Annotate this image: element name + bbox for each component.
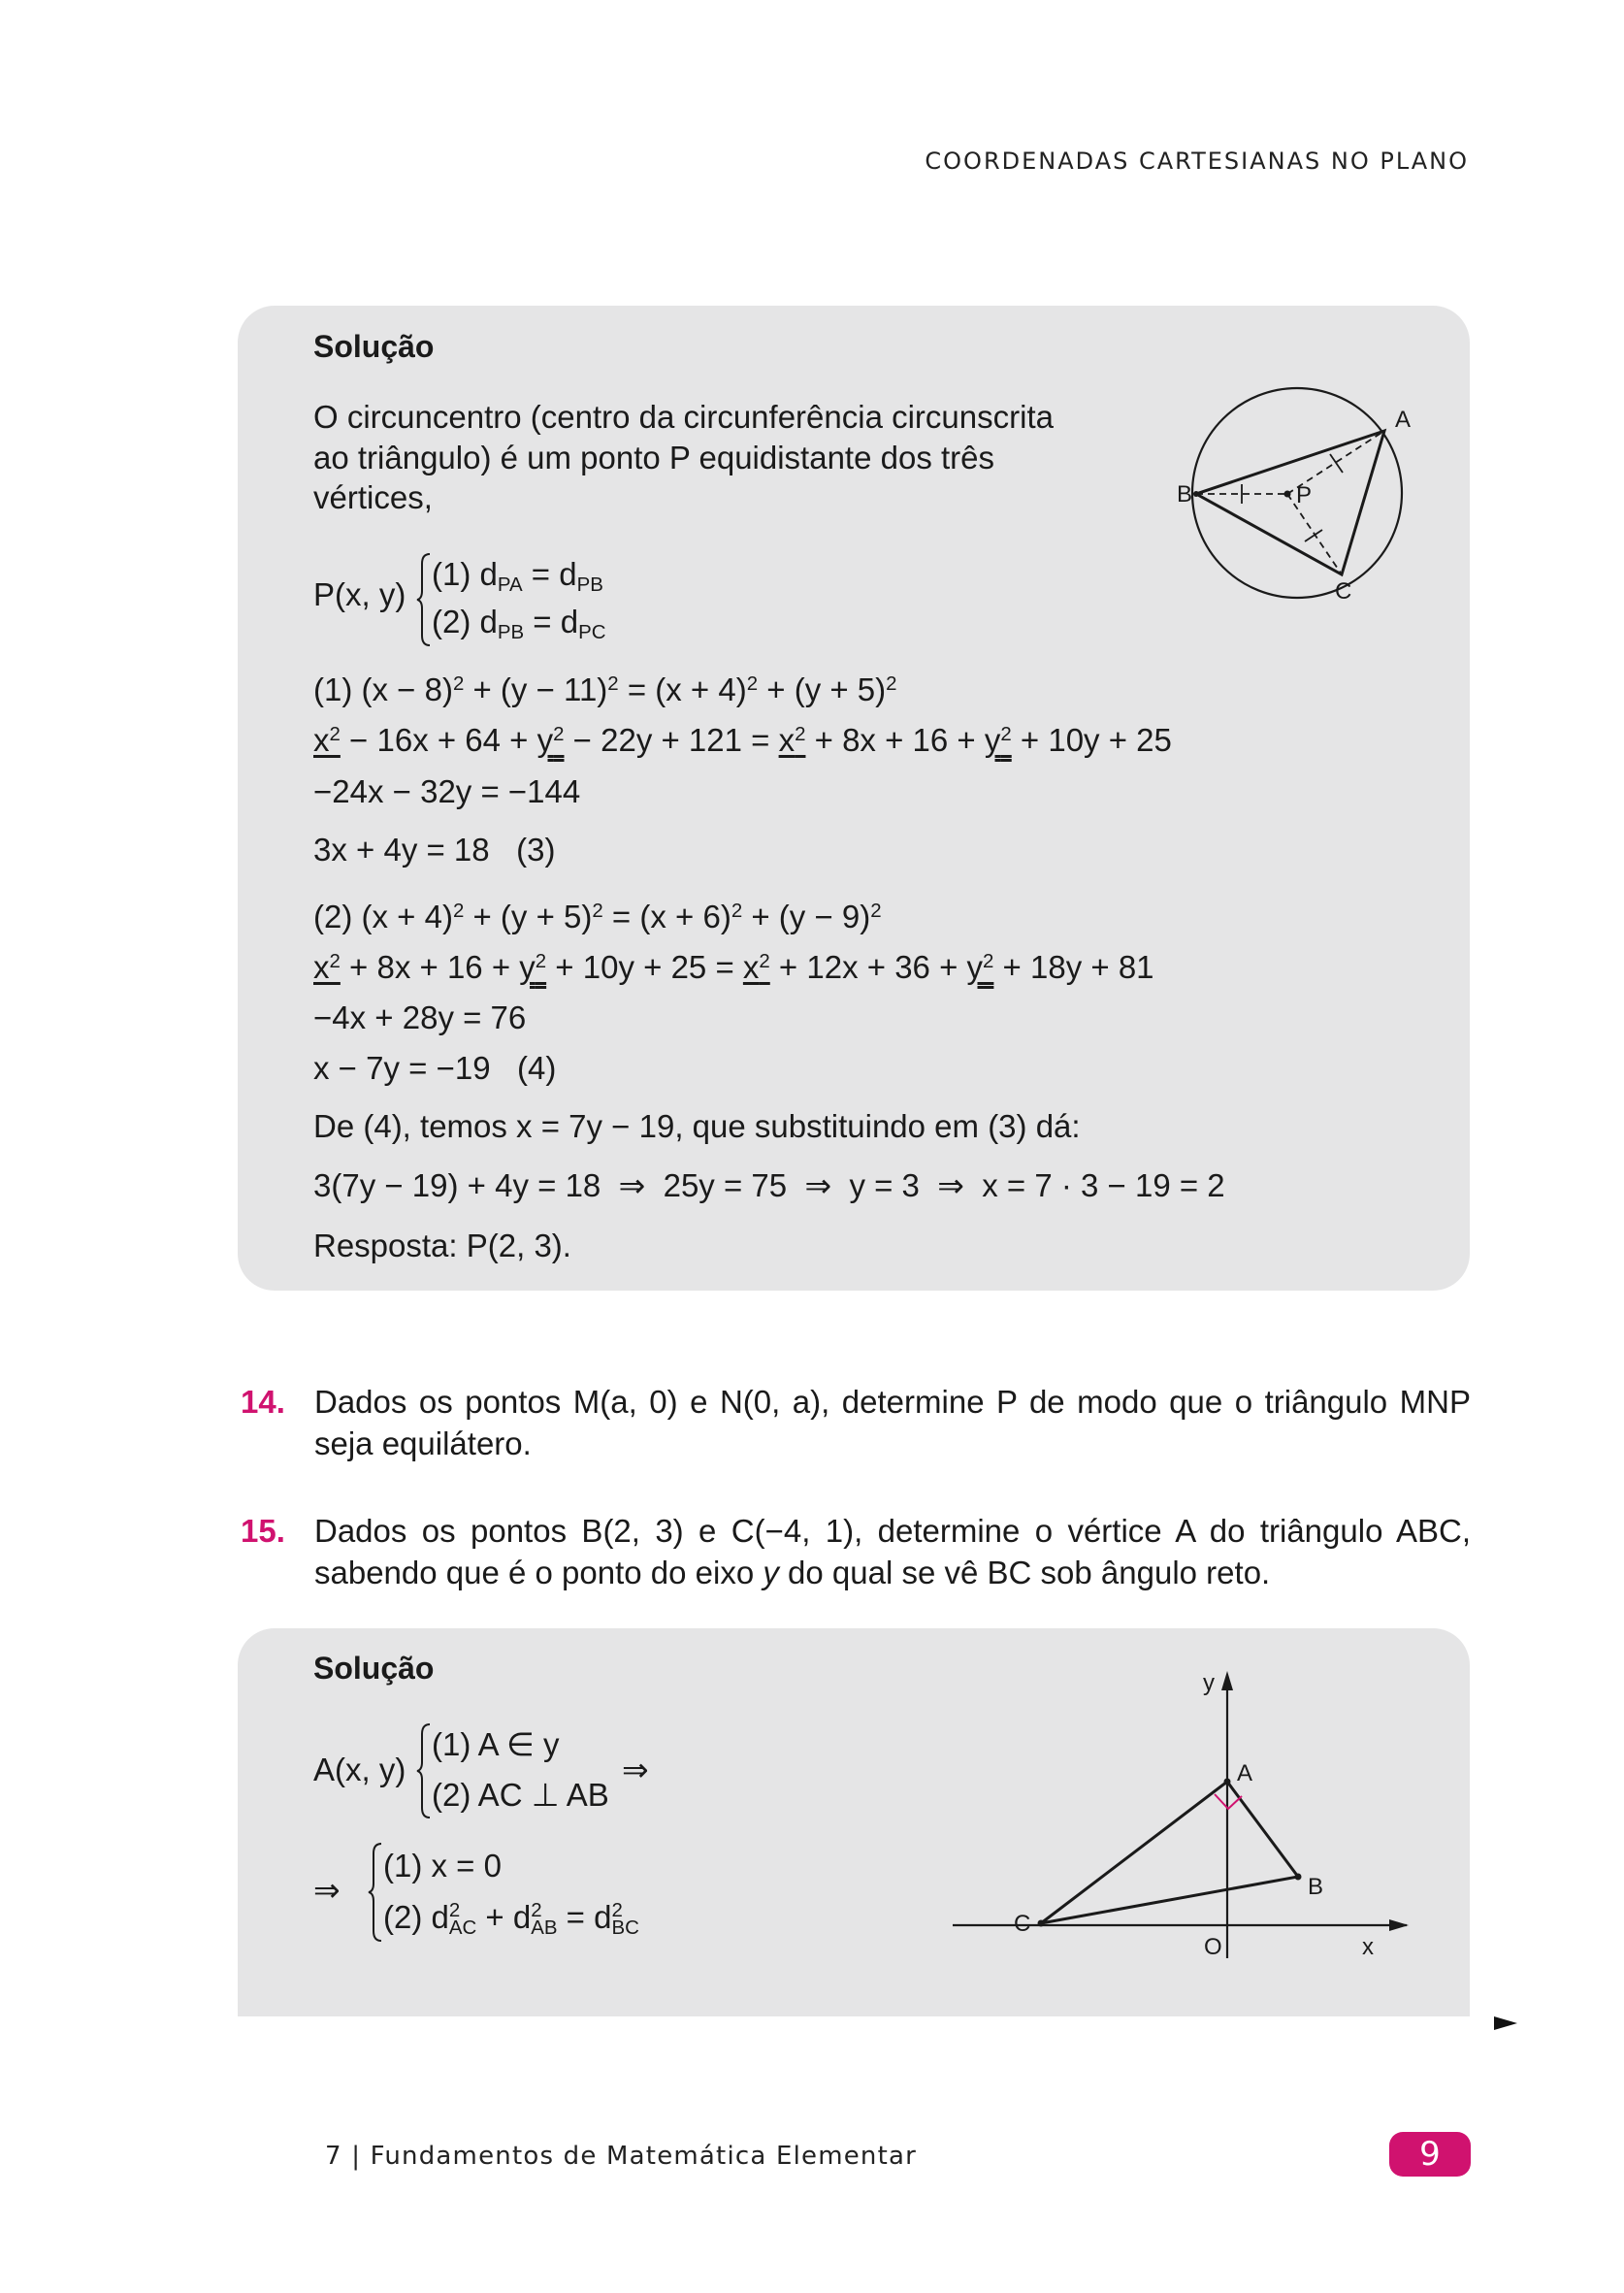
continue-arrow-icon	[1494, 2016, 1517, 2030]
system-variable: P(x, y)	[313, 576, 406, 612]
equation-2: $x^2 - 16x + 64 + y^2 - 22y + 121 = x^2 + 8x + 16 + y^2 + 10y + 25$	[313, 722, 1172, 758]
triangle-abc	[1196, 431, 1384, 574]
problem-number: 15.	[241, 1513, 285, 1549]
x-axis-arrow-icon	[1389, 1919, 1409, 1931]
point-b	[1295, 1874, 1302, 1881]
equation-8: x − 7y = −19 (4)	[313, 1050, 557, 1086]
system-eq-1: (1) A ∈ y	[432, 1726, 560, 1762]
system-variable: A(x, y)	[313, 1752, 406, 1787]
footer-text: 7 | Fundamentos de Matemática Elementar	[325, 2142, 918, 2171]
solution-box-2	[238, 1628, 1470, 2016]
point-c	[1038, 1920, 1045, 1927]
equation-9: 3(7y − 19) + 4y = 18 ⇒ 25y = 75 ⇒ y = 3 ⇒ x = 7 · 3 − 19 = 2	[313, 1167, 1225, 1203]
answer: Resposta: P(2, 3).	[313, 1228, 571, 1263]
equation-5: (2) $(x + 4)^2 + (y + 5)^2 = (x + 6)^2 + (y - 9)^2$	[313, 899, 882, 934]
label-a: A	[1237, 1760, 1253, 1786]
label-p: P	[1296, 482, 1313, 508]
solution-title: Solução	[313, 1651, 435, 1686]
equation-6: $x^2 + 8x + 16 + y^2 + 10y + 25 = x^2 + 12x + 36 + y^2 + 18y + 81$	[313, 949, 1154, 985]
implies-arrow: ⇒	[622, 1752, 649, 1787]
label-b: B	[1177, 481, 1193, 508]
intro-line-2: ao triângulo) é um ponto P equidistante dos três	[313, 440, 995, 475]
page-number: 9	[1389, 2132, 1471, 2177]
equation-1: (1) $(x - 8)^2 + (y - 11)^2 = (x + 4)^2 + (y + 5)^2$	[313, 672, 897, 707]
running-header: COORDENADAS CARTESIANAS NO PLANO	[925, 147, 1469, 175]
label-a: A	[1395, 407, 1412, 433]
label-c: C	[1335, 578, 1352, 605]
system-eq-2: (2) $d_{PB} = d_{PC}$	[432, 604, 606, 644]
point-b	[1193, 491, 1199, 497]
brace-icon	[368, 1842, 383, 1943]
label-o: O	[1204, 1934, 1222, 1960]
intro-line-1: O circuncentro (centro da circunferência circunscrita	[313, 399, 1054, 435]
problem-text: Dados os pontos B(2, 3) e C(−4, 1), determine o vértice A do triângulo ABC, sabendo que é o ponto do eixo y do qual se vê BC sob ângulo reto.	[314, 1513, 1471, 1590]
problem-15	[243, 1510, 1471, 1593]
right-triangle-figure	[941, 1657, 1426, 1987]
label-b: B	[1308, 1874, 1324, 1900]
label-c: C	[1014, 1911, 1031, 1937]
system2-eq-2: (2) d 2 AC + d 2 AB = d 2 BC	[383, 1898, 639, 1940]
substitution-text: De (4), temos x = 7y − 19, que substituindo em (3) dá:	[313, 1108, 1081, 1144]
y-axis-arrow-icon	[1221, 1671, 1233, 1690]
point-p	[1284, 491, 1291, 498]
implies-arrow-2: ⇒	[313, 1872, 341, 1908]
problem-number: 14.	[241, 1384, 285, 1420]
equation-4: 3x + 4y = 18 (3)	[313, 832, 556, 868]
brace-icon	[416, 1722, 432, 1819]
problem-text: Dados os pontos M(a, 0) e N(0, a), determine P de modo que o triângulo MNP seja equilátero.	[314, 1384, 1471, 1461]
intro-line-3: vértices,	[313, 479, 433, 515]
label-x: x	[1362, 1934, 1374, 1960]
system2-eq-1: (1) x = 0	[383, 1848, 502, 1884]
point-a	[1224, 1779, 1231, 1785]
problem-14	[243, 1381, 1471, 1464]
solution-title: Solução	[313, 329, 435, 364]
tick-pa	[1330, 454, 1343, 473]
system-eq-2: (2) AC ⊥ AB	[432, 1777, 609, 1813]
equation-3: −24x − 32y = −144	[313, 773, 581, 809]
triangle-abc	[1041, 1782, 1298, 1923]
label-y: y	[1203, 1670, 1215, 1696]
tick-pc	[1305, 530, 1322, 541]
system-eq-1: (1) $d_{PA} = d_{PB}$	[432, 556, 603, 597]
circumcircle-figure	[1135, 374, 1455, 606]
brace-icon	[416, 552, 432, 647]
solution-box-1	[238, 306, 1470, 1291]
equation-7: −4x + 28y = 76	[313, 999, 527, 1035]
